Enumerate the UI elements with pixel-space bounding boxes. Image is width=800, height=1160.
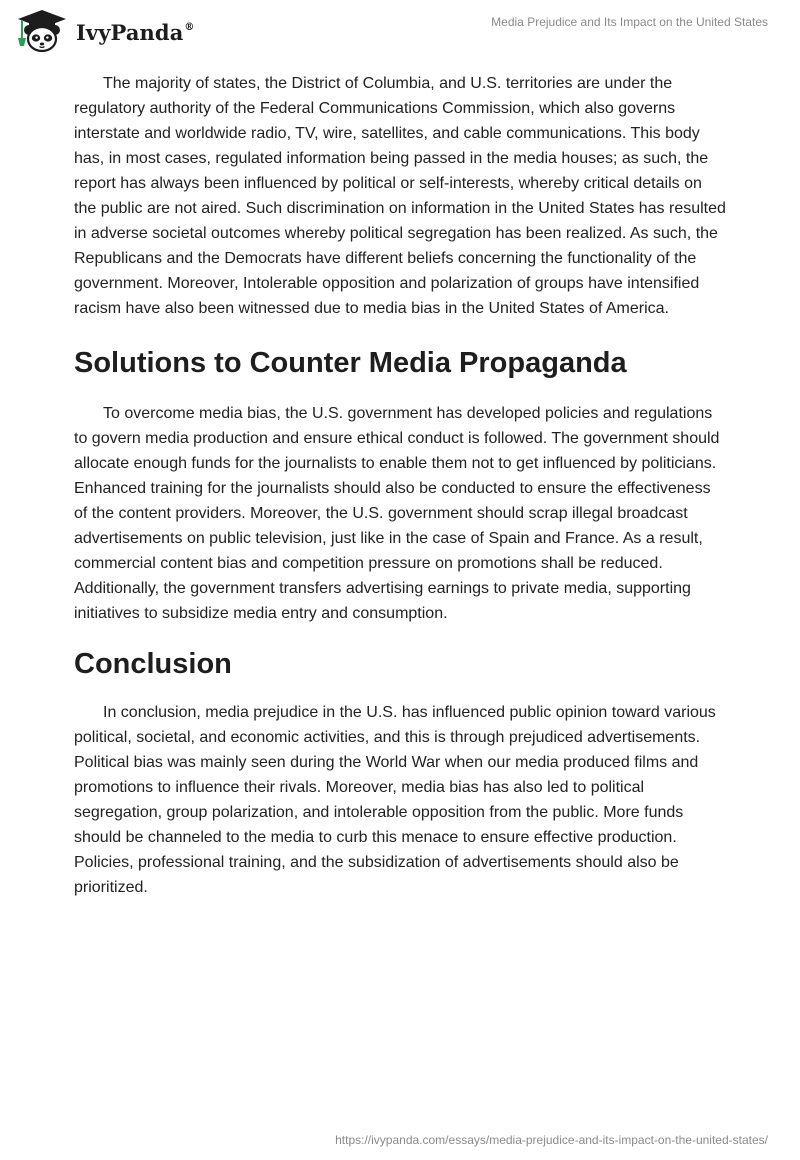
- paragraph-conclusion: In conclusion, media prejudice in the U.S. has influenced public opinion toward various political, societal, and economic activities, and this is through prejudiced advertisements. Political bias was mainly seen during the World War when our media produced films and promotions to influence their rivals. Moreover, media bias has also led to political segregation, group polarization, and intolerable opposition from the public. More funds should be channeled to the media to curb this menace to ensure effective production. Policies, professional training, and the subsidization of advertisements should also be prioritized.: [74, 704, 716, 896]
- paragraph-solutions: To overcome media bias, the U.S. government has developed policies and regulations to govern media production and ensure ethical conduct is followed. The government should allocate enough funds for the journalists to enable them not to get influenced by politicians. Enhanced training for the journalists should also be conducted to ensure the effectiveness of the content providers. Moreover, the U.S. government should scrap illegal broadcast advertisements on public television, just like in the case of Spain and France. As a result, commercial content bias and competition pressure on promotions shall be reduced. Additionally, the government transfers advertising earnings to private media, supporting initiatives to subsidize media entry and consumption.: [74, 405, 720, 622]
- registered-mark: ®: [184, 21, 195, 33]
- brand-name-text: IvyPanda: [76, 19, 184, 45]
- source-url-link[interactable]: https://ivypanda.com/essays/media-prejudice-and-its-impact-on-the-united-states/: [335, 1133, 768, 1147]
- document-title: Media Prejudice and Its Impact on the United States: [491, 15, 768, 29]
- heading-solutions: Solutions to Counter Media Propaganda: [74, 347, 627, 379]
- brand-logo[interactable]: [14, 8, 195, 54]
- paragraph-regulation: The majority of states, the District of Columbia, and U.S. territories are under the regulatory authority of the Federal Communications Commission, which also governs interstate and worldwide radio, TV, wire, satellites, and cable communications. This body has, in most cases, regulated information being passed in the media houses; as such, the report has always been influenced by political or self-interests, whereby critical details on the public are not aired. Such discrimination on information in the United States has resulted in adverse societal outcomes whereby political segregation has been realized. As such, the Republicans and the Democrats have different beliefs concerning the functionality of the government. Moreover, Intolerable opposition and polarization of groups have intensified racism have also been witnessed due to media bias in the United States of America.: [74, 75, 726, 317]
- brand-name: [76, 20, 195, 45]
- heading-conclusion: Conclusion: [74, 648, 232, 680]
- page-header: [0, 0, 800, 60]
- essay-body: [74, 71, 726, 900]
- panda-graduate-icon: [14, 8, 70, 54]
